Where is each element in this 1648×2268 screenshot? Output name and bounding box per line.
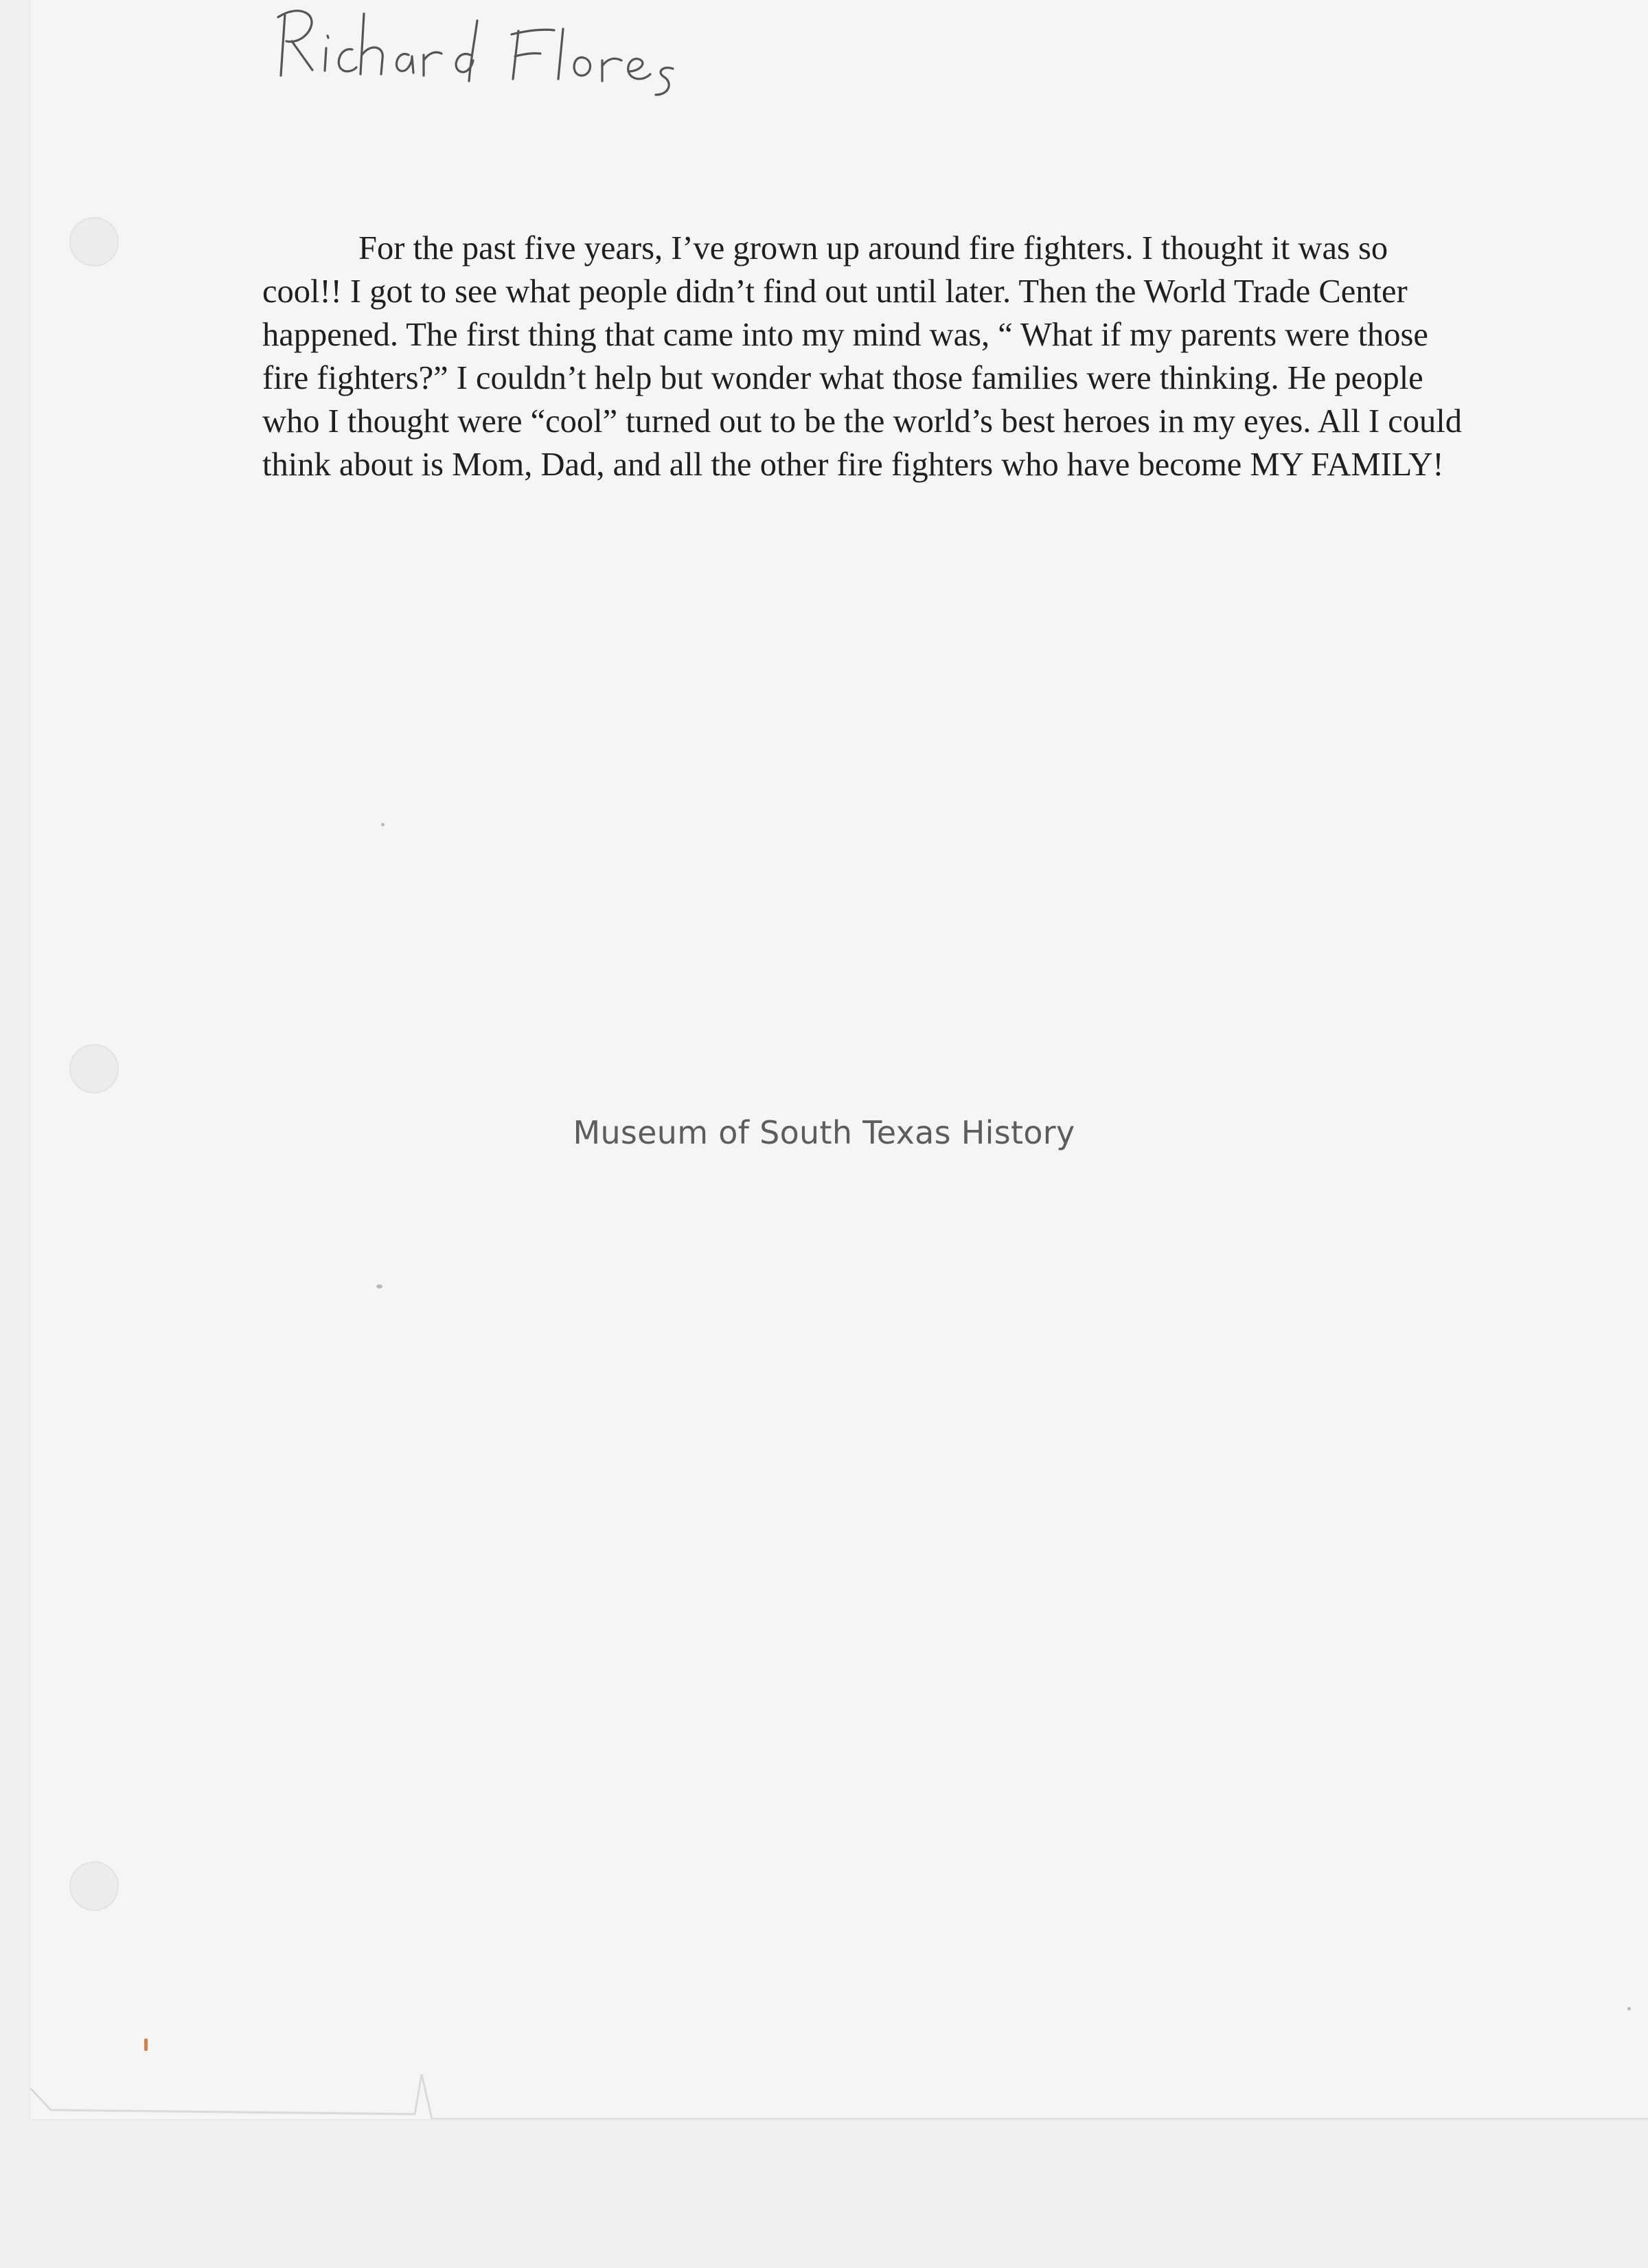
paper-speck: [381, 823, 385, 826]
paper-speck: [1627, 2007, 1631, 2010]
punch-hole-bottom: [69, 1861, 119, 1911]
letter-body: For the past five years, I’ve grown up around fire fighters. I thought it was so cool!! I got to see what people didn’t find out until later. Then the World Trade Center happened. The first thing that came into my mind was, “ What if my parents were those fire fighters?” I couldn’t help but wonder what those families were thinking. He people who I thought were “cool” turned out to be the world’s best heroes in my eyes. All I could think about is Mom, Dad, and all the other fire fighters who have become MY FAMILY!: [262, 230, 1462, 483]
paper-speck: [144, 2039, 148, 2051]
handwritten-signature: [271, 0, 683, 117]
paper-speck: [376, 1284, 382, 1289]
museum-watermark: Museum of South Texas History: [573, 1114, 1075, 1151]
punch-hole-middle: [69, 1044, 119, 1093]
punch-hole-top: [69, 217, 119, 267]
